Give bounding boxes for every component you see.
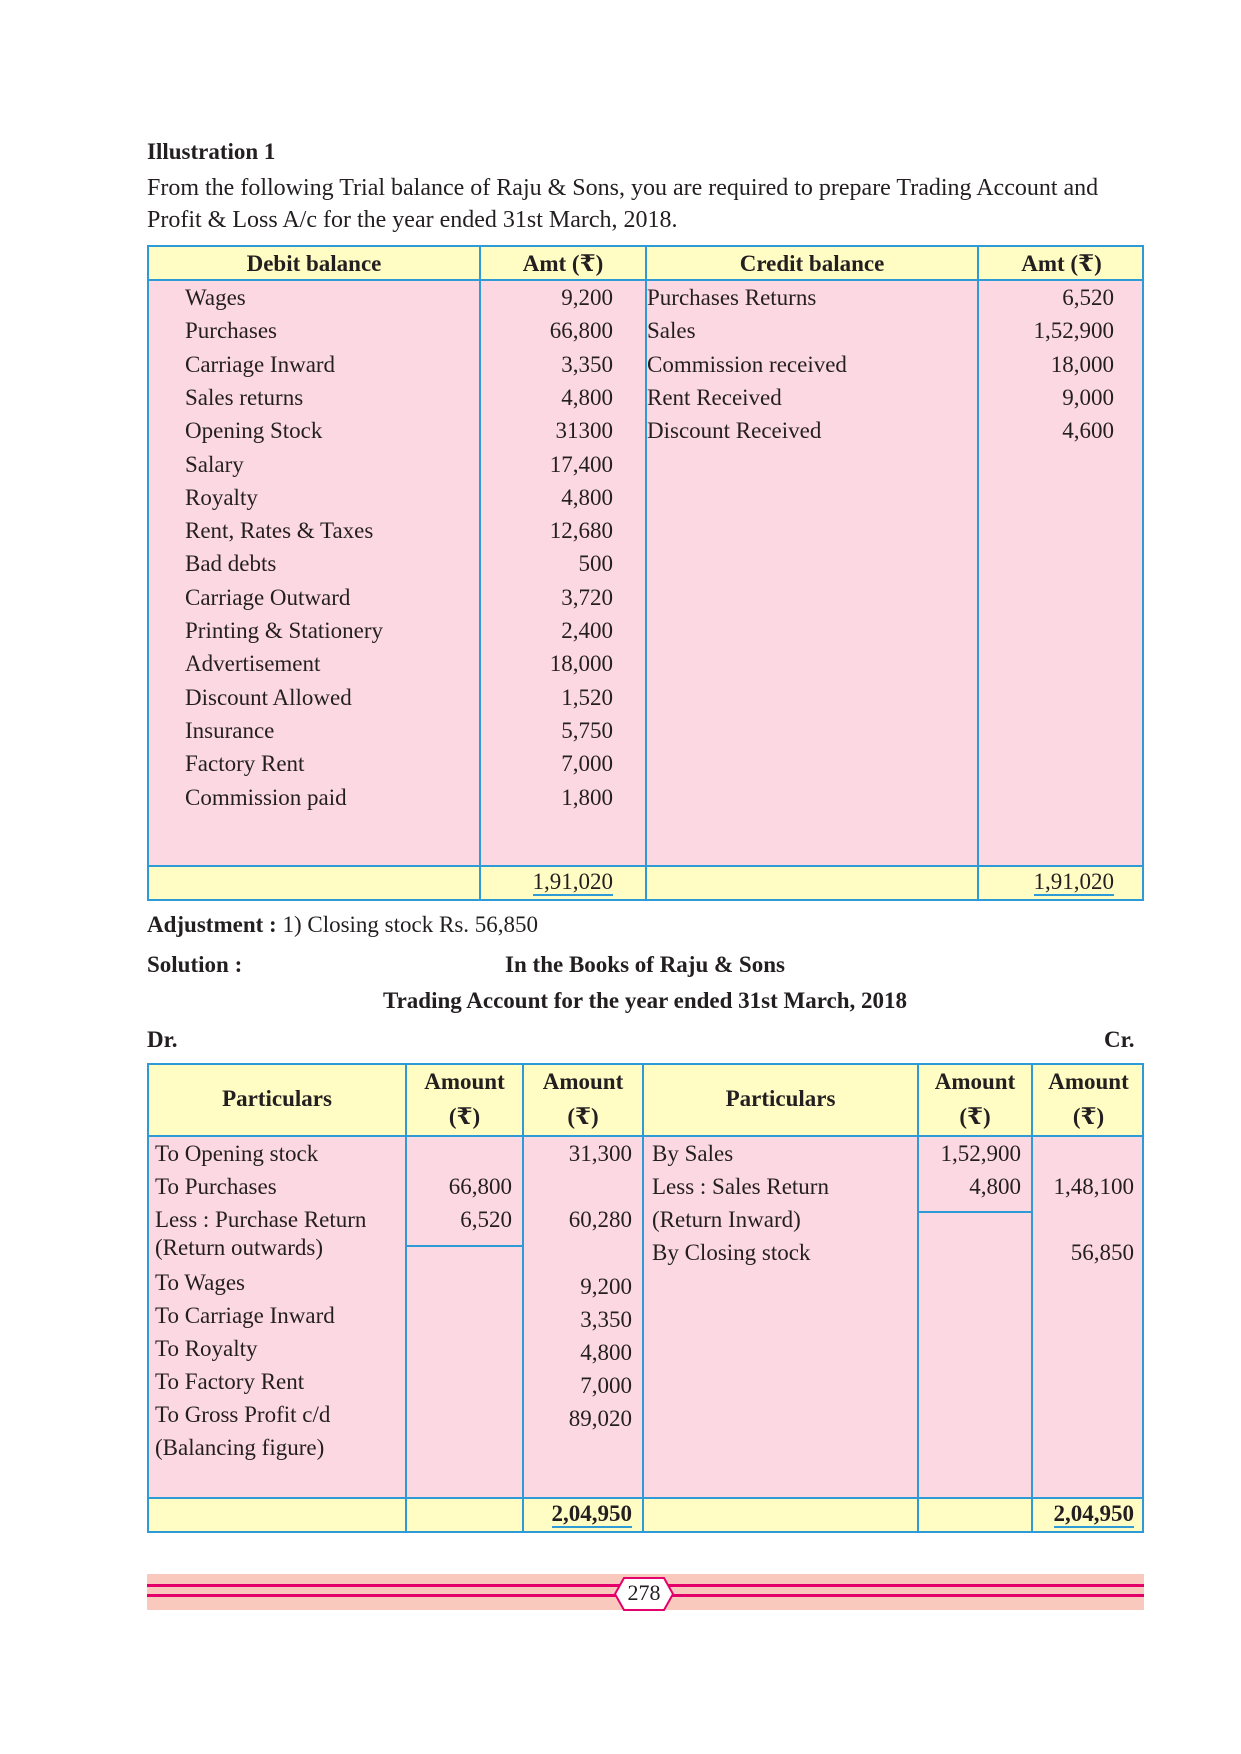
trading-left-amount-2: 3,350 bbox=[580, 1307, 632, 1332]
trading-right-amount-1: 4,800 bbox=[969, 1174, 1021, 1199]
debit-row-label: Purchases bbox=[185, 318, 277, 344]
credit-row-amount: 4,600 bbox=[1062, 418, 1114, 444]
credit-balance-header: Credit balance bbox=[739, 251, 885, 276]
debit-row-amount: 1,520 bbox=[561, 684, 613, 710]
credit-row-amount: 1,52,900 bbox=[1033, 318, 1114, 344]
debit-row-amount: 1,800 bbox=[561, 784, 613, 810]
credit-row-label: Purchases Returns bbox=[647, 285, 817, 310]
trading-right-amount-2: 56,850 bbox=[1070, 1240, 1134, 1265]
credit-row-label: Sales bbox=[647, 318, 696, 344]
trading-left-particular: To Wages bbox=[155, 1270, 246, 1295]
trading-left-particular: To Carriage Inward bbox=[155, 1303, 335, 1328]
debit-row-label: Printing & Stationery bbox=[185, 618, 384, 643]
debit-row-label: Royalty bbox=[185, 484, 258, 510]
amount-header-1: Amount bbox=[424, 1069, 505, 1094]
debit-row-label: Carriage Outward bbox=[185, 584, 351, 610]
illustration-intro: From the following Trial balance of Raju & Sons, you are required to prepare Trading Account and Profit & Loss A/c for the year ended 31st March, 2018. bbox=[147, 175, 1099, 233]
dr-label: Dr. bbox=[147, 1027, 178, 1052]
rupee-header-4: (₹) bbox=[1072, 1104, 1105, 1129]
debit-row-amount: 12,680 bbox=[549, 518, 613, 544]
particulars-left-header: Particulars bbox=[222, 1086, 332, 1111]
trading-right-amount-2: 1,48,100 bbox=[1053, 1174, 1134, 1199]
debit-row-amount: 18,000 bbox=[549, 651, 613, 677]
debit-row-amount: 66,800 bbox=[549, 318, 613, 344]
debit-row-label: Bad debts bbox=[185, 551, 277, 577]
debit-row-label: Sales returns bbox=[185, 384, 304, 410]
trading-left-amount-2: 7,000 bbox=[580, 1373, 632, 1398]
adjustment-label: Adjustment : bbox=[147, 912, 277, 937]
rupee-header-2: (₹) bbox=[567, 1104, 599, 1129]
debit-row-amount: 31300 bbox=[555, 418, 613, 444]
trading-left-particular: To Opening stock bbox=[155, 1141, 319, 1166]
debit-row-amount: 17,400 bbox=[549, 451, 613, 477]
credit-total: 1,91,020 bbox=[1033, 869, 1114, 894]
debit-row-amount: 4,800 bbox=[561, 384, 613, 410]
debit-row-label: Rent, Rates & Taxes bbox=[185, 518, 374, 544]
trading-left-amount-2: 4,800 bbox=[580, 1340, 632, 1365]
trial-balance-table bbox=[147, 245, 1144, 901]
debit-row-label: Advertisement bbox=[185, 651, 321, 677]
trading-left-particular: (Return outwards) bbox=[155, 1235, 323, 1260]
debit-row-amount: 3,350 bbox=[561, 351, 613, 377]
credit-row-label: Commission received bbox=[647, 351, 847, 377]
debit-total: 1,91,020 bbox=[532, 869, 613, 894]
debit-row-label: Commission paid bbox=[185, 784, 347, 810]
adjustment-text: 1) Closing stock Rs. 56,850 bbox=[282, 912, 539, 937]
debit-balance-header: Debit balance bbox=[246, 251, 382, 276]
trading-left-amount-1: 6,520 bbox=[460, 1207, 512, 1232]
credit-row-amount: 6,520 bbox=[1062, 285, 1114, 310]
page-number: 278 bbox=[627, 1580, 661, 1605]
debit-row-label: Salary bbox=[185, 451, 244, 477]
trading-account-footer bbox=[149, 1497, 1142, 1531]
trading-account-table bbox=[147, 1063, 1144, 1533]
debit-row-amount: 3,720 bbox=[561, 584, 613, 610]
trading-left-amount-1: 66,800 bbox=[448, 1174, 512, 1199]
trading-right-total: 2,04,950 bbox=[1053, 1501, 1134, 1526]
amount-header-4: Amount bbox=[1048, 1069, 1129, 1094]
trading-right-amount-1: 1,52,900 bbox=[940, 1141, 1021, 1166]
credit-amt-header: Amt (₹) bbox=[1021, 251, 1102, 276]
debit-row-label: Carriage Inward bbox=[185, 351, 336, 377]
solution-label: Solution : bbox=[147, 952, 243, 977]
rupee-header-1: (₹) bbox=[448, 1104, 481, 1129]
debit-row-amount: 2,400 bbox=[561, 618, 613, 643]
cr-label: Cr. bbox=[1104, 1027, 1135, 1052]
trading-left-amount-2: 9,200 bbox=[580, 1274, 632, 1299]
trading-left-amount-2: 89,020 bbox=[568, 1406, 632, 1431]
adjustment bbox=[147, 912, 538, 938]
debit-row-amount: 5,750 bbox=[561, 717, 613, 743]
debit-row-label: Insurance bbox=[185, 717, 275, 743]
trading-left-total: 2,04,950 bbox=[551, 1501, 632, 1526]
trading-left-particular: Less : Purchase Return bbox=[155, 1207, 367, 1232]
credit-row-amount: 18,000 bbox=[1050, 351, 1114, 377]
trading-right-particular: By Closing stock bbox=[652, 1240, 811, 1265]
trading-left-particular: To Royalty bbox=[155, 1336, 258, 1361]
trading-left-particular: To Purchases bbox=[155, 1174, 277, 1199]
trading-left-amount-2: 31,300 bbox=[568, 1141, 632, 1166]
trading-right-particular: (Return Inward) bbox=[652, 1207, 801, 1232]
trading-account-title: Trading Account for the year ended 31st March, 2018 bbox=[382, 988, 908, 1013]
trading-left-particular: To Factory Rent bbox=[155, 1369, 305, 1394]
debit-row-label: Factory Rent bbox=[185, 751, 305, 777]
books-title: In the Books of Raju & Sons bbox=[505, 952, 785, 977]
debit-row-label: Discount Allowed bbox=[185, 684, 352, 710]
trading-left-amount-2: 60,280 bbox=[568, 1207, 632, 1232]
trading-right-particular: By Sales bbox=[652, 1141, 734, 1166]
particulars-right-header: Particulars bbox=[725, 1086, 836, 1111]
debit-row-amount: 500 bbox=[578, 551, 613, 577]
debit-amt-header: Amt (₹) bbox=[522, 251, 604, 276]
trading-right-particular: Less : Sales Return bbox=[652, 1174, 829, 1199]
trading-left-particular: To Gross Profit c/d bbox=[155, 1402, 331, 1427]
debit-row-amount: 7,000 bbox=[561, 751, 613, 777]
debit-row-amount: 9,200 bbox=[561, 285, 613, 310]
debit-row-label: Wages bbox=[185, 285, 246, 310]
rupee-header-3: (₹) bbox=[959, 1104, 991, 1129]
credit-row-label: Rent Received bbox=[647, 384, 782, 410]
credit-row-label: Discount Received bbox=[647, 418, 822, 444]
debit-row-amount: 4,800 bbox=[561, 484, 613, 510]
amount-header-3: Amount bbox=[934, 1069, 1016, 1094]
illustration-title: Illustration 1 bbox=[147, 139, 276, 164]
amount-header-2: Amount bbox=[542, 1069, 624, 1094]
credit-row-amount: 9,000 bbox=[1062, 384, 1114, 410]
trading-left-particular: (Balancing figure) bbox=[155, 1435, 325, 1460]
debit-row-label: Opening Stock bbox=[185, 418, 323, 444]
